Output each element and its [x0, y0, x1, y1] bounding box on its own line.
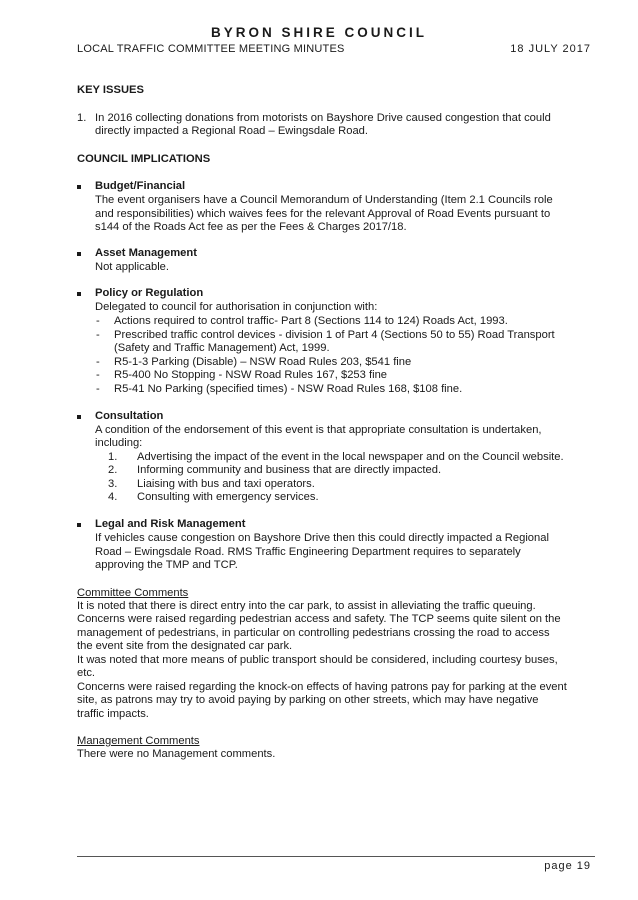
policy-item: Actions required to control traffic- Part 8 (Sections 114 to 124) Roads Act, 1993. — [114, 315, 508, 327]
committee-comment-line: Concerns were raised regarding pedestrian access and safety. The TCP seems quite silent on the — [77, 613, 561, 625]
consultation-line: including: — [95, 437, 143, 449]
dash-icon: - — [96, 356, 100, 368]
consultation-item: Liaising with bus and taxi operators. — [137, 478, 315, 490]
consultation-title: Consultation — [95, 410, 164, 422]
bullet-icon — [77, 292, 81, 296]
bullet-icon — [77, 523, 81, 527]
budget-line: and responsibilities) which waives fees for the relevant Approval of Road Events pursuant to — [95, 208, 551, 220]
committee-comment-line: It is noted that there is direct entry into the car park, to assist in alleviating the traffic queuing. — [77, 600, 536, 612]
key-issue-number: 1. — [77, 112, 87, 124]
consultation-item-number: 1. — [108, 451, 118, 463]
policy-item: R5-400 No Stopping - NSW Road Rules 167, $253 fine — [114, 369, 388, 381]
legal-line: If vehicles cause congestion on Bayshore Drive then this could directly impacted a Regional — [95, 532, 549, 544]
policy-item: R5-1-3 Parking (Disable) – NSW Road Rules 203, $541 fine — [114, 356, 412, 368]
consultation-item-number: 4. — [108, 491, 118, 503]
legal-line: approving the TMP and TCP. — [95, 559, 238, 571]
dash-icon: - — [96, 369, 100, 381]
bullet-icon — [77, 252, 81, 256]
key-issues-heading: KEY ISSUES — [77, 84, 144, 96]
policy-item: R5-41 No Parking (specified times) - NSW Road Rules 168, $108 fine. — [114, 383, 463, 395]
policy-title: Policy or Regulation — [95, 287, 204, 299]
management-comments-heading: Management Comments — [77, 735, 200, 747]
key-issue-line: In 2016 collecting donations from motorists on Bayshore Drive caused congestion that could — [95, 112, 551, 124]
asset-line: Not applicable. — [95, 261, 170, 273]
committee-comment-line: It was noted that more means of public transport should be considered, including courtesy buses, — [77, 654, 558, 666]
consultation-line: A condition of the endorsement of this event is that appropriate consultation is undertaken, — [95, 424, 542, 436]
footer-divider — [77, 856, 595, 857]
committee-comment-line: the event site from the designated car park. — [77, 640, 293, 652]
meeting-title: LOCAL TRAFFIC COMMITTEE MEETING MINUTES — [77, 43, 345, 55]
legal-line: Road – Ewingsdale Road. RMS Traffic Engineering Department requires to separately — [95, 546, 521, 558]
policy-intro: Delegated to council for authorisation in conjunction with: — [95, 301, 378, 313]
meeting-date: 18 JULY 2017 — [510, 43, 591, 55]
consultation-item: Consulting with emergency services. — [137, 491, 319, 503]
legal-title: Legal and Risk Management — [95, 518, 246, 530]
budget-title: Budget/Financial — [95, 180, 186, 192]
policy-item-continuation: (Safety and Traffic Management) Act, 1999. — [114, 342, 330, 354]
committee-comment-line: etc. — [77, 667, 96, 679]
committee-comment-line: Concerns were raised regarding the knock-on effects of having patrons pay for parking at the event — [77, 681, 567, 693]
committee-comment-line: site, as patrons may try to avoid paying by parking on other streets, which may have negative — [77, 694, 539, 706]
dash-icon: - — [96, 329, 100, 341]
council-implications-heading: COUNCIL IMPLICATIONS — [77, 153, 211, 165]
dash-icon: - — [96, 383, 100, 395]
page-number: page 19 — [544, 860, 591, 872]
budget-line: The event organisers have a Council Memorandum of Understanding (Item 2.1 Councils role — [95, 194, 553, 206]
bullet-icon — [77, 185, 81, 189]
asset-title: Asset Management — [95, 247, 197, 259]
bullet-icon — [77, 415, 81, 419]
policy-item: Prescribed traffic control devices - division 1 of Part 4 (Sections 50 to 55) Road Transport — [114, 329, 555, 341]
consultation-item-number: 3. — [108, 478, 118, 490]
budget-line: s144 of the Roads Act fee as per the Fees & Charges 2017/18. — [95, 221, 407, 233]
committee-comments-heading: Committee Comments — [77, 587, 189, 599]
consultation-item: Informing community and business that are directly impacted. — [137, 464, 442, 476]
dash-icon: - — [96, 315, 100, 327]
committee-comment-line: traffic impacts. — [77, 708, 149, 720]
consultation-item: Advertising the impact of the event in the local newspaper and on the Council website. — [137, 451, 564, 463]
council-title: BYRON SHIRE COUNCIL — [210, 25, 427, 40]
consultation-item-number: 2. — [108, 464, 118, 476]
management-comment-line: There were no Management comments. — [77, 748, 276, 760]
key-issue-line: directly impacted a Regional Road – Ewingsdale Road. — [95, 125, 369, 137]
committee-comment-line: management of pedestrians, in particular on controlling pedestrians crossing the road to access — [77, 627, 550, 639]
